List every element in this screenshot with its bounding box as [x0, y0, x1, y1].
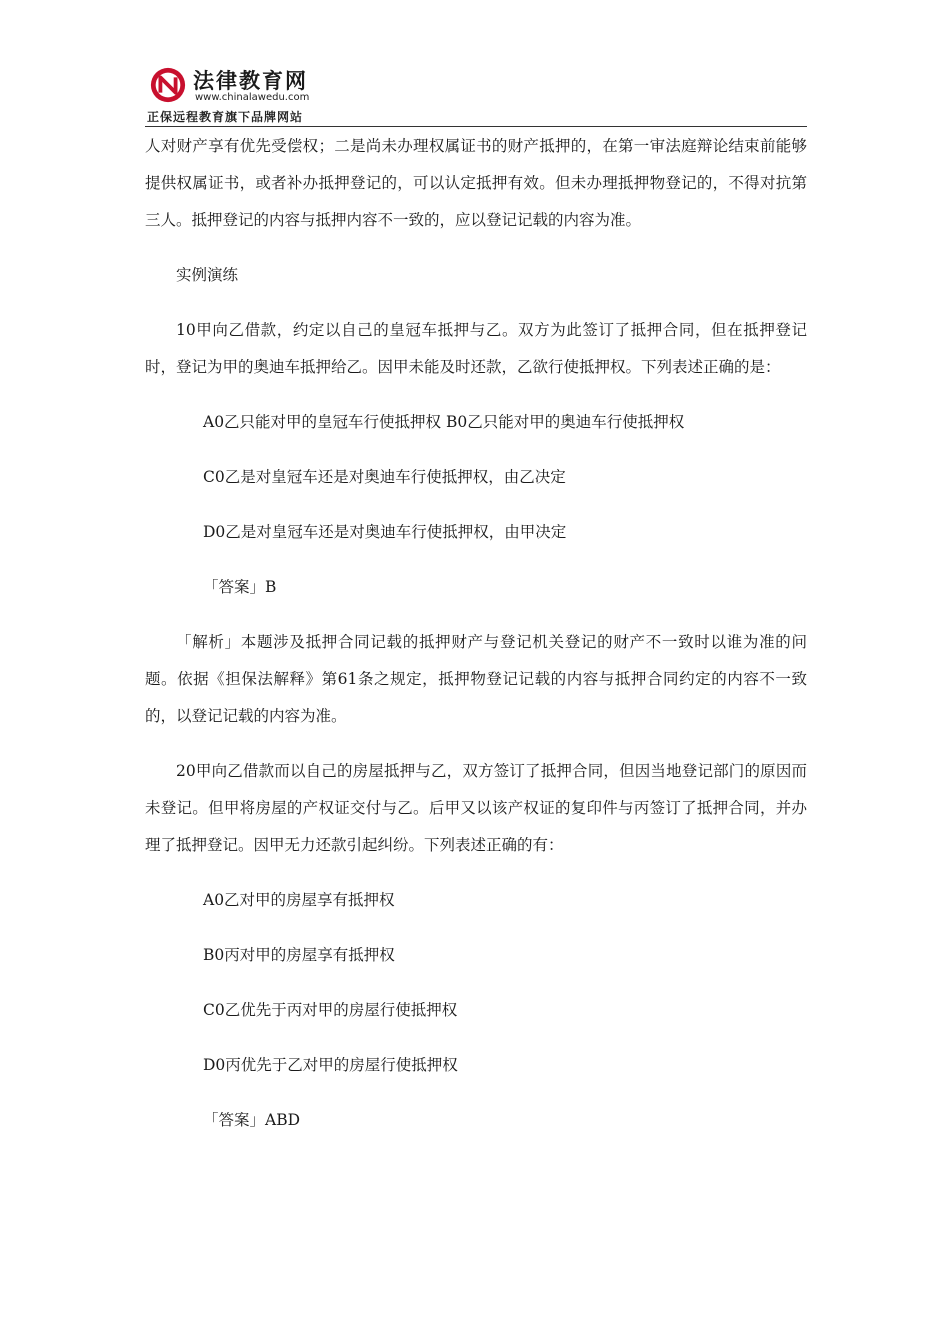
logo-slogan: 正保远程教育旗下品牌网站 [147, 110, 304, 124]
section-title: 实例演练 [176, 266, 239, 284]
question-2-answer: 「答案」ABD [203, 1111, 301, 1129]
document-body [145, 128, 807, 1139]
question-1-analysis: 「解析」本题涉及抵押合同记载的抵押财产与登记机关登记的财产不一致时以谁为准的问题。依据《担保法解释》第61条之规定，抵押物登记记载的内容与抵押合同约定的内容不一致的，以登记记载的内容为准。 [145, 633, 807, 725]
question-2-stem: 20甲向乙借款而以自己的房屋抵押与乙，双方签订了抵押合同，但因当地登记部门的原因而未登记。但甲将房屋的产权证交付与乙。后甲又以该产权证的复印件与丙签订了抵押合同，并办理了抵押登记。因甲无力还款引起纠纷。下列表述正确的有： [145, 762, 807, 854]
logo-title: 法律教育网 [193, 69, 308, 93]
question-1-options-ab: A0乙只能对甲的皇冠车行使抵押权 B0乙只能对甲的奥迪车行使抵押权 [203, 413, 685, 431]
page-header [145, 62, 807, 127]
question-1-option-d: D0乙是对皇冠车还是对奥迪车行使抵押权，由甲决定 [203, 523, 567, 541]
question-2-option-b: B0丙对甲的房屋享有抵押权 [203, 946, 395, 964]
question-1-option-c: C0乙是对皇冠车还是对奥迪车行使抵押权，由乙决定 [203, 468, 566, 486]
logo-url: www.chinalawedu.com [195, 92, 310, 103]
question-2-option-c: C0乙优先于丙对甲的房屋行使抵押权 [203, 1001, 458, 1019]
question-2-option-a: A0乙对甲的房屋享有抵押权 [203, 891, 395, 909]
intro-paragraph: 人对财产享有优先受偿权；二是尚未办理权属证书的财产抵押的，在第一审法庭辩论结束前能够提供权属证书，或者补办抵押登记的，可以认定抵押有效。但未办理抵押物登记的，不得对抗第三人。抵押登记的内容与抵押内容不一致的，应以登记记载的内容为准。 [145, 137, 807, 229]
question-1-answer: 「答案」B [203, 578, 277, 596]
question-1-stem: 10甲向乙借款，约定以自己的皇冠车抵押与乙。双方为此签订了抵押合同，但在抵押登记时，登记为甲的奥迪车抵押给乙。因甲未能及时还款，乙欲行使抵押权。下列表述正确的是： [145, 321, 807, 376]
question-2-option-d: D0丙优先于乙对甲的房屋行使抵押权 [203, 1056, 458, 1074]
law-education-logo-icon [149, 66, 187, 104]
